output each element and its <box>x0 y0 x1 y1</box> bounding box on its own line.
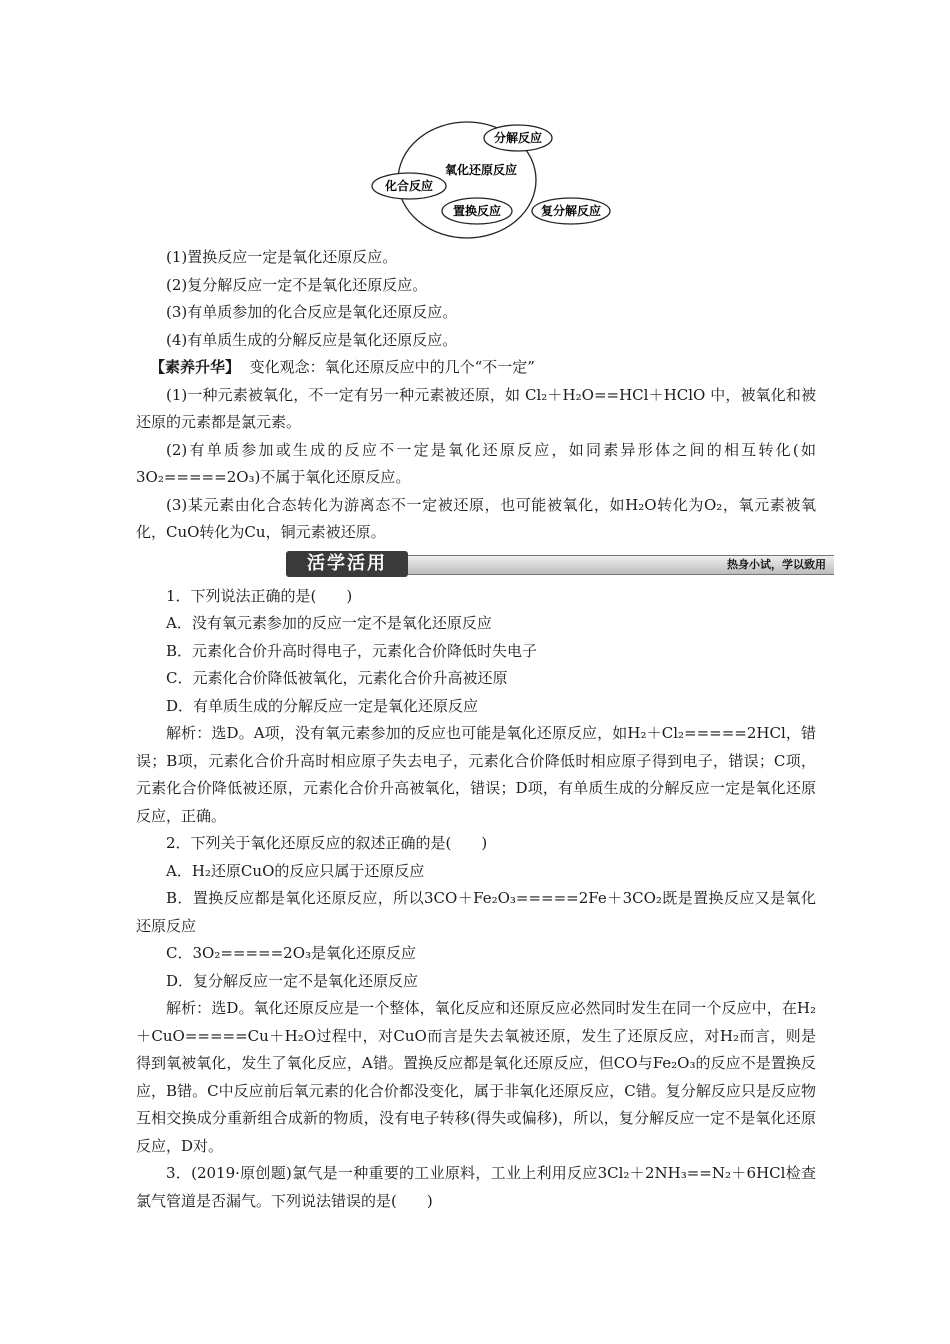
upgrade-point-3: (3)某元素由化合态转化为游离态不一定被还原，也可能被氧化，如H₂O转化为O₂，氧元素被氧化，CuO转化为Cu，铜元素被还原。 <box>136 495 816 541</box>
upgrade-heading <box>136 354 816 382</box>
q2-option-d: D．复分解反应一定不是氧化还原反应 <box>166 971 419 990</box>
q1-analysis: 解析：选D。A项，没有氧元素参加的反应也可能是氧化还原反应，如H₂＋Cl₂=====2HCl，错误；B项，元素化合价升高时相应原子失去电子，元素化合价降低时相应原子得到电子，错误；C项，元素化合价降低被还原，元素化合价升高被氧化，错误；D项，有单质生成的分解反应一定是氧化还原反应，正确。 <box>136 724 816 825</box>
banner-title: 活学活用 <box>286 551 408 577</box>
document-body <box>136 244 826 1215</box>
q2-stem: 2．下列关于氧化还原反应的叙述正确的是( ) <box>166 834 488 852</box>
q1-option-b: B．元素化合价升高时得电子，元素化合价降低时失电子 <box>166 641 538 660</box>
decomposition-label: 分解反应 <box>493 131 543 145</box>
banner-slogan: 热身小试，学以致用 <box>727 557 826 571</box>
rule-4: (4)有单质生成的分解反应是氧化还原反应。 <box>166 330 458 349</box>
q2-option-b: B．置换反应都是氧化还原反应，所以3CO＋Fe₂O₃=====2Fe＋3CO₂既是置换反应又是氧化还原反应 <box>136 889 816 935</box>
q1-option-c: C．元素化合价降低被氧化，元素化合价升高被还原 <box>166 669 508 687</box>
rule-3: (3)有单质参加的化合反应是氧化还原反应。 <box>166 303 458 321</box>
q2-option-c: C．3O₂=====2O₃是氧化还原反应 <box>166 944 417 962</box>
upgrade-point-1: (1)一种元素被氧化，不一定有另一种元素被还原，如 Cl₂＋H₂O==HCl＋HClO 中，被氧化和被还原的元素都是氯元素。 <box>136 385 816 431</box>
combination-label: 化合反应 <box>384 179 434 193</box>
upgrade-point-2: (2)有单质参加或生成的反应不一定是氧化还原反应，如同素异形体之间的相互转化(如 3O₂=====2O₃)不属于氧化还原反应。 <box>136 440 816 486</box>
upgrade-title: 变化观念：氧化还原反应中的几个“不一定” <box>249 358 535 376</box>
double-decomposition-label: 复分解反应 <box>540 204 602 218</box>
q3-stem: 3．(2019·原创题)氯气是一种重要的工业原料，工业上利用反应3Cl₂＋2NH₃==N₂＋6HCl检查氯气管道是否漏气。下列说法错误的是( ) <box>136 1164 816 1210</box>
q1-option-d: D．有单质生成的分解反应一定是氧化还原反应 <box>166 696 479 715</box>
q1-option-a: A．没有氧元素参加的反应一定不是氧化还原反应 <box>166 614 492 632</box>
q2-analysis: 解析：选D。氧化还原反应是一个整体，氧化反应和还原反应必然同时发生在同一个反应中，在H₂＋CuO=====Cu＋H₂O过程中，对CuO而言是失去氧被还原，发生了还原反应，对H₂而言，则是得到氧被氧化，发生了氧化反应，A错。置换反应都是氧化还原反应，但CO与Fe₂O₃的反应不是置换反应，B错。C中反应前后氧元素的化合价都没变化，属于非氧化还原反应，C错。复分解反应只是反应物互相交换成分重新组合成新的物质，没有电子转移(得失或偏移)，所以，复分解反应一定不是氧化还原反应，D对。 <box>136 999 816 1155</box>
rule-2: (2)复分解反应一定不是氧化还原反应。 <box>166 275 428 294</box>
q2-option-a: A．H₂还原CuO的反应只属于还原反应 <box>166 861 425 880</box>
reaction-types-diagram <box>360 118 620 244</box>
upgrade-tag: 【素养升华】 <box>150 358 241 376</box>
banner-bar <box>408 555 834 575</box>
redox-label: 氧化还原反应 <box>444 163 518 177</box>
practice-banner <box>286 551 826 577</box>
rule-1: (1)置换反应一定是氧化还原反应。 <box>166 248 398 266</box>
q1-stem: 1．下列说法正确的是( ) <box>166 586 353 605</box>
displacement-label: 置换反应 <box>452 204 502 218</box>
